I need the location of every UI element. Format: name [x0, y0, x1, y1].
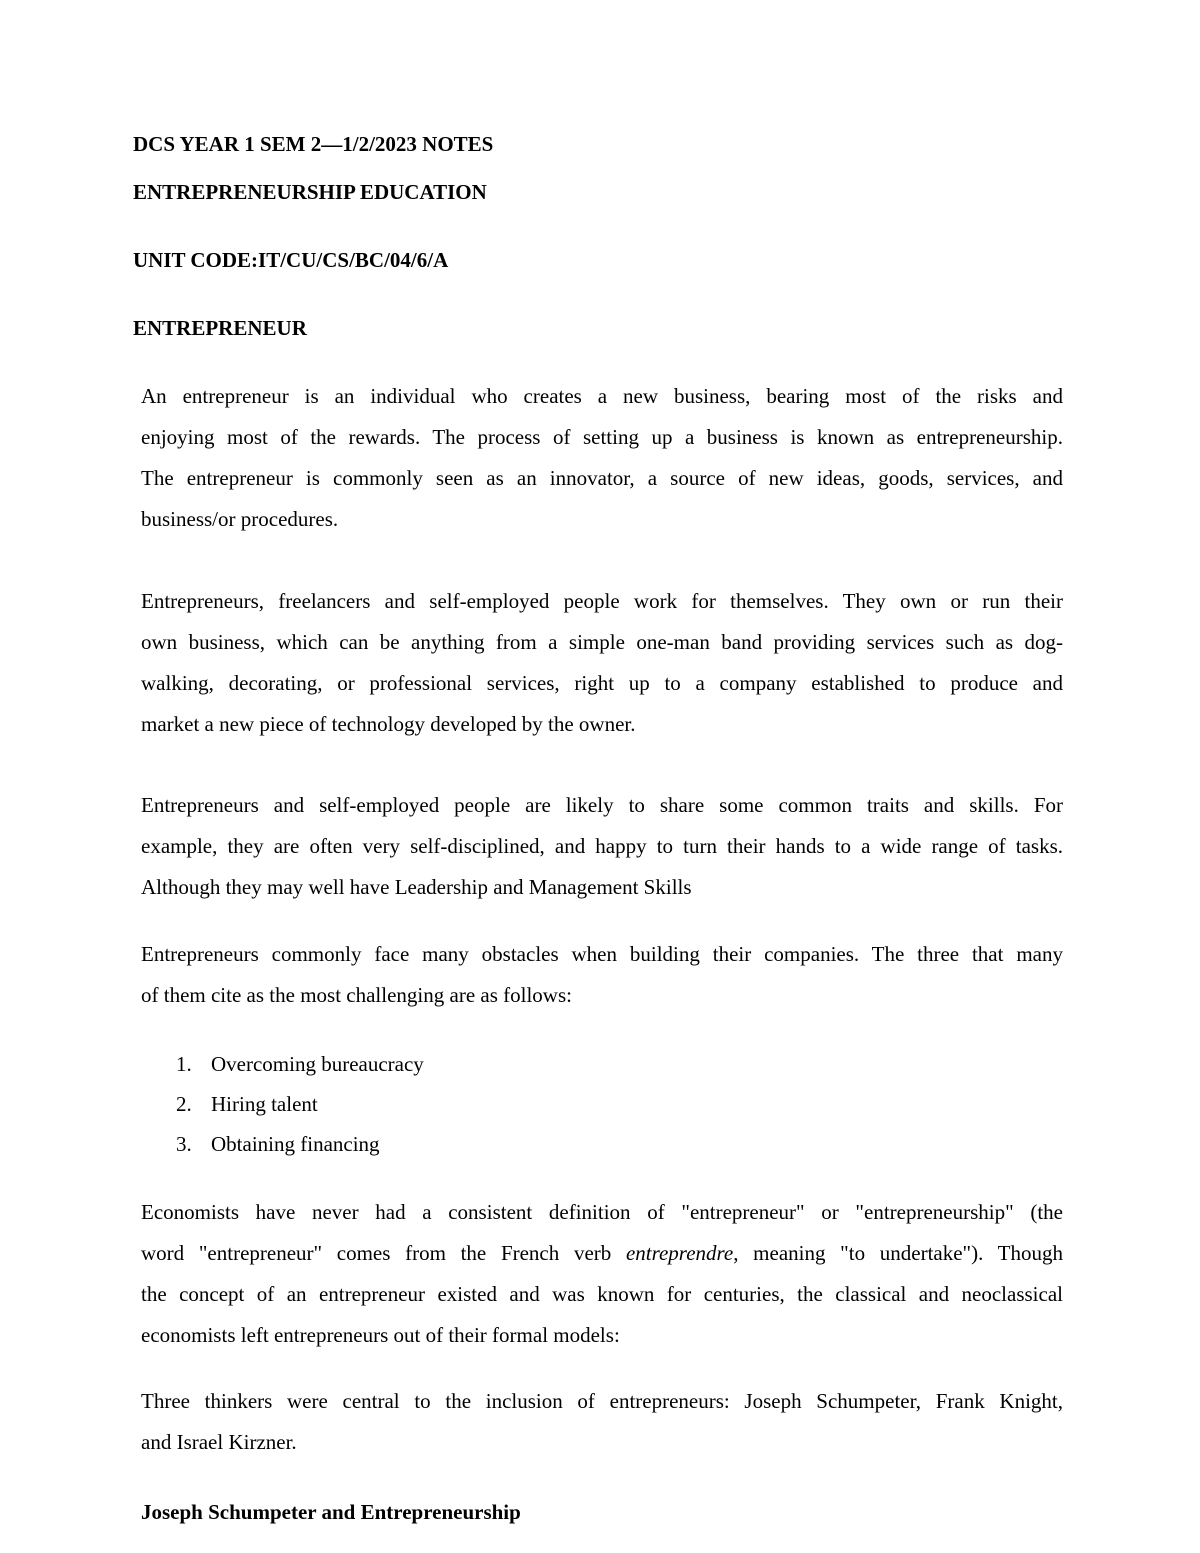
- list-item: [176, 1044, 424, 1084]
- paragraph-line: enjoying most of the rewards. The process of setting up a business is known as entrepreneurship.: [141, 425, 1063, 449]
- paragraph-line: business/or procedures.: [141, 507, 339, 531]
- list-item-text: Hiring talent: [211, 1092, 318, 1116]
- paragraph-line: market a new piece of technology developed by the owner.: [141, 712, 636, 736]
- italic-term: entreprendre: [625, 1241, 734, 1265]
- obstacles-list: [176, 1044, 424, 1164]
- line-text: word "entrepreneur" comes from the French verb: [141, 1241, 626, 1265]
- list-item-text: Overcoming bureaucracy: [211, 1052, 424, 1076]
- paragraph-line: the concept of an entrepreneur existed and was known for centuries, the classical and neoclassical: [141, 1282, 1063, 1306]
- paragraph-obstacles: [141, 934, 1063, 1016]
- list-item-text: Obtaining financing: [211, 1132, 380, 1156]
- list-item: [176, 1124, 424, 1164]
- paragraph-line: Three thinkers were central to the inclusion of entrepreneurs: Joseph Schumpeter, Frank Knight,: [141, 1389, 1063, 1413]
- paragraph-line: of them cite as the most challenging are as follows:: [141, 983, 572, 1007]
- paragraph-line: Entrepreneurs commonly face many obstacles when building their companies. The three that many: [141, 942, 1063, 966]
- paragraph-line: walking, decorating, or professional services, right up to a company established to produce and: [141, 671, 1063, 695]
- list-item-number: 3.: [176, 1132, 192, 1156]
- paragraph-line: and Israel Kirzner.: [141, 1430, 297, 1454]
- list-item: [176, 1084, 424, 1124]
- paragraph-definition: [141, 376, 1063, 540]
- paragraph-line: Although they may well have Leadership and Management Skills: [141, 875, 692, 899]
- list-item-number: 1.: [176, 1052, 192, 1076]
- unit-code-heading: UNIT CODE:IT/CU/CS/BC/04/6/A: [133, 248, 449, 272]
- paragraph-line: The entrepreneur is commonly seen as an innovator, a source of new ideas, goods, services, and: [141, 466, 1063, 490]
- paragraph-economists: [141, 1192, 1063, 1356]
- paragraph-line: Entrepreneurs, freelancers and self-employed people work for themselves. They own or run their: [141, 589, 1063, 613]
- paragraph-thinkers: [141, 1381, 1063, 1463]
- paragraph-line: Entrepreneurs and self-employed people are likely to share some common traits and skills. For: [141, 793, 1063, 817]
- paragraph-line: example, they are often very self-disciplined, and happy to turn their hands to a wide range of tasks.: [141, 834, 1063, 858]
- paragraph-self-employed: [141, 581, 1063, 745]
- list-item-number: 2.: [176, 1092, 192, 1116]
- paragraph-line: Economists have never had a consistent definition of "entrepreneur" or "entrepreneurship" (the: [141, 1200, 1063, 1224]
- course-line-heading: DCS YEAR 1 SEM 2—1/2/2023 NOTES: [133, 132, 494, 156]
- paragraph-line: economists left entrepreneurs out of their formal models:: [141, 1323, 620, 1347]
- schumpeter-subheading: Joseph Schumpeter and Entrepreneurship: [141, 1500, 521, 1524]
- paragraph-line: An entrepreneur is an individual who creates a new business, bearing most of the risks and: [141, 384, 1063, 408]
- paragraph-traits: [141, 785, 1063, 908]
- paragraph-line: own business, which can be anything from a simple one-man band providing services such as dog-: [141, 630, 1063, 654]
- paragraph-line: [141, 1233, 1063, 1274]
- subject-heading: ENTREPRENEURSHIP EDUCATION: [133, 180, 487, 204]
- line-text: , meaning "to undertake"). Though: [733, 1241, 1063, 1265]
- section-title: ENTREPRENEUR: [133, 316, 307, 340]
